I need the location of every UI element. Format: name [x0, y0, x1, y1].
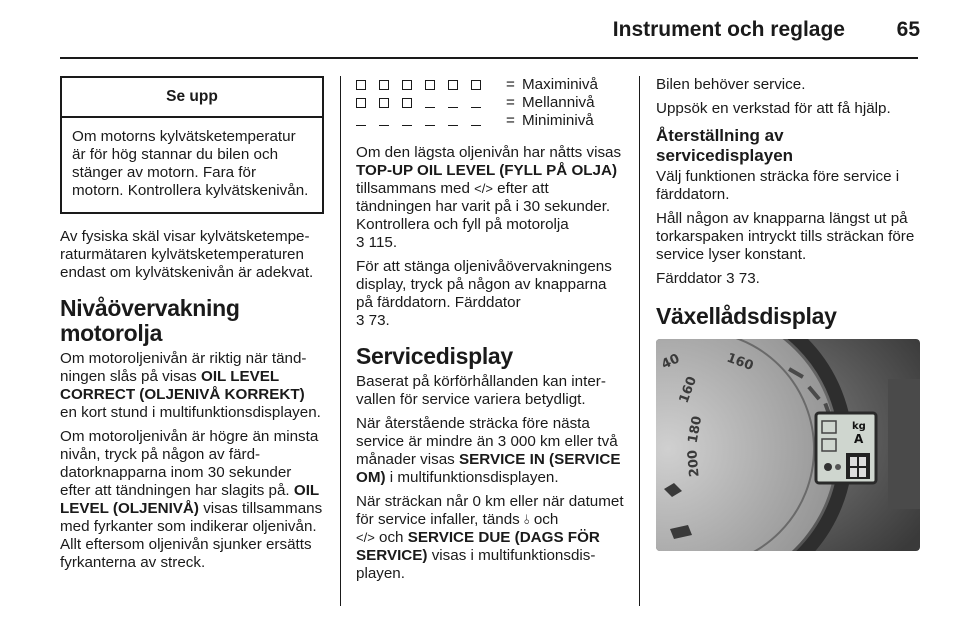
page-number: 65: [896, 18, 920, 41]
text: visas tillsammans med fyrkanter som indikerar oljenivån. Allt eftersom oljenivån sjunker ersätts fyrkanterna av streck.: [60, 500, 323, 571]
dial-number: 160: [724, 350, 756, 375]
oil-level-label: Maximinivå: [522, 76, 598, 93]
display-message: SERVICE IN (SERVICE OM): [356, 451, 621, 486]
equals-sign: =: [506, 76, 515, 93]
section-heading-reset: Återställning av servicedisplayen: [656, 126, 794, 165]
text: För att stänga oljenivåövervakningens display, tryck på någon av knapparna på färddatorn. Färddator: [356, 258, 612, 311]
section-heading-oil-level: Nivåövervakning motorolja: [60, 295, 240, 346]
equals-sign: =: [506, 112, 515, 129]
text: När återstående sträcka före nästa service är mindre än 3 000 km eller två månader visas: [356, 415, 618, 468]
oil-level-legend: [356, 76, 624, 130]
service-in-paragraph: [356, 415, 624, 487]
top-up-paragraph: [356, 144, 624, 252]
level-dash-mark: [448, 98, 458, 108]
dial-number: 160: [676, 374, 701, 406]
display-message: SERVICE DUE (DAGS FÖR SERVICE): [356, 529, 600, 564]
text: i multifunktionsdisplayen.: [385, 469, 559, 486]
level-square-mark: [471, 80, 481, 90]
wrench-warning-icon: </>: [474, 181, 493, 196]
oil-level-row: [356, 112, 624, 130]
level-dash-mark: [448, 116, 458, 126]
trip-computer-ref: [656, 270, 922, 288]
dial-number: 200: [685, 449, 703, 478]
level-square-mark: [379, 80, 389, 90]
workshop-text: Uppsök en verkstad för att få hjälp.: [656, 100, 891, 117]
oil-level-marks: [356, 80, 506, 90]
level-dash-mark: [425, 116, 435, 126]
reset-step-2: Håll någon av knapparna längst ut på torkarspaken intryckt tills sträckan före service lyser konstant.: [656, 210, 915, 263]
dial-number: 40: [659, 351, 683, 373]
level-dash-mark: [356, 116, 366, 126]
display-mode: A: [854, 432, 864, 446]
service-interval-paragraph: Baserat på körförhållanden kan intervallen för service variera betydligt.: [356, 373, 606, 408]
coolant-paragraph: Av fysiska skäl visar kylvätsketemperaturmätaren kylvätsketemperaturen endast om kylvätskenivån är adekvat.: [60, 228, 314, 281]
level-square-mark: [425, 80, 435, 90]
text: Om motoroljenivån är högre än minsta nivån, tryck på någon av färddatorknapparna inom 30 sekunder efter att tändningen har slagits på.: [60, 428, 319, 499]
wrench-warning-icon: </>: [356, 530, 375, 545]
column-divider: [340, 76, 341, 606]
header-rule: [60, 57, 918, 59]
level-square-mark: [379, 98, 389, 108]
oil-level-marks: [356, 98, 506, 108]
display-message: OIL LEVEL (OLJENIVÅ): [60, 482, 319, 517]
column-3: [656, 76, 922, 551]
text: och: [529, 511, 559, 528]
service-needed-text: Bilen behöver service.: [656, 76, 806, 93]
page-reference: 3 115.: [356, 234, 398, 251]
equals-sign: =: [506, 94, 515, 111]
section-heading-gearbox: Växellådsdisplay: [656, 303, 837, 329]
level-dash-mark: [471, 98, 481, 108]
service-due-paragraph: [356, 493, 624, 583]
oil-level-label: Miniminivå: [522, 112, 594, 129]
display-message: TOP-UP OIL LEVEL (FYLL PÅ OLJA): [356, 162, 618, 179]
level-dash-mark: [425, 98, 435, 108]
service-wrench-icon: ⫰: [523, 512, 530, 527]
oil-correct-paragraph: [60, 350, 324, 422]
reset-step-1: Välj funktionen sträcka före service i färddatorn.: [656, 168, 900, 203]
warning-body: Om motorns kylvätsketemperatur är för hög stannar du bilen och stänger av motorn. Fara för motorn. Kontrollera kylvätskenivån.: [72, 128, 309, 199]
oil-level-marks: [356, 116, 506, 126]
warning-title: Se upp: [62, 78, 322, 118]
level-square-mark: [448, 80, 458, 90]
text: Om motoroljenivån är riktig när tändningen slås på visas: [60, 350, 307, 385]
oil-level-label: Mellannivå: [522, 94, 595, 111]
warning-box: [60, 76, 324, 214]
text: tillsammans med: [356, 180, 475, 197]
page-reference: 3 73.: [726, 270, 760, 287]
section-heading-service: Servicedisplay: [356, 343, 513, 369]
text: Färddator: [656, 270, 722, 287]
oil-level-paragraph: [60, 428, 324, 572]
text: visas i multifunktionsdisplayen.: [356, 547, 596, 582]
display-message: OIL LEVEL CORRECT (OLJENIVÅ KORREKT): [60, 368, 305, 403]
instrument-cluster-illustration: [656, 339, 920, 551]
text: Om den lägsta oljenivån har nåtts visas: [356, 144, 622, 161]
column-divider: [639, 76, 640, 606]
text: en kort stund i multifunktionsdisplayen.: [60, 404, 321, 421]
text: och: [374, 529, 408, 546]
instrument-cluster-photo: [656, 339, 920, 551]
level-dash-mark: [402, 116, 412, 126]
page-title: Instrument och reglage: [612, 18, 845, 41]
page-reference: 3 73.: [356, 312, 390, 329]
text: efter att tändningen har varit på i 30 sekunder. Kontrollera och fyll på motorolja: [356, 180, 611, 233]
text: När sträckan når 0 km eller när datumet för service infaller, tänds: [356, 493, 624, 528]
level-square-mark: [356, 80, 366, 90]
oil-level-row: [356, 94, 624, 112]
level-square-mark: [402, 98, 412, 108]
level-square-mark: [402, 80, 412, 90]
dial-number: 180: [685, 414, 706, 445]
column-1: [60, 76, 324, 578]
level-square-mark: [356, 98, 366, 108]
display-unit: kg: [852, 421, 866, 432]
close-display-paragraph: [356, 258, 624, 330]
oil-level-row: [356, 76, 624, 94]
level-dash-mark: [471, 116, 481, 126]
column-2: [356, 76, 624, 589]
level-dash-mark: [379, 116, 389, 126]
page-header: [0, 0, 960, 60]
